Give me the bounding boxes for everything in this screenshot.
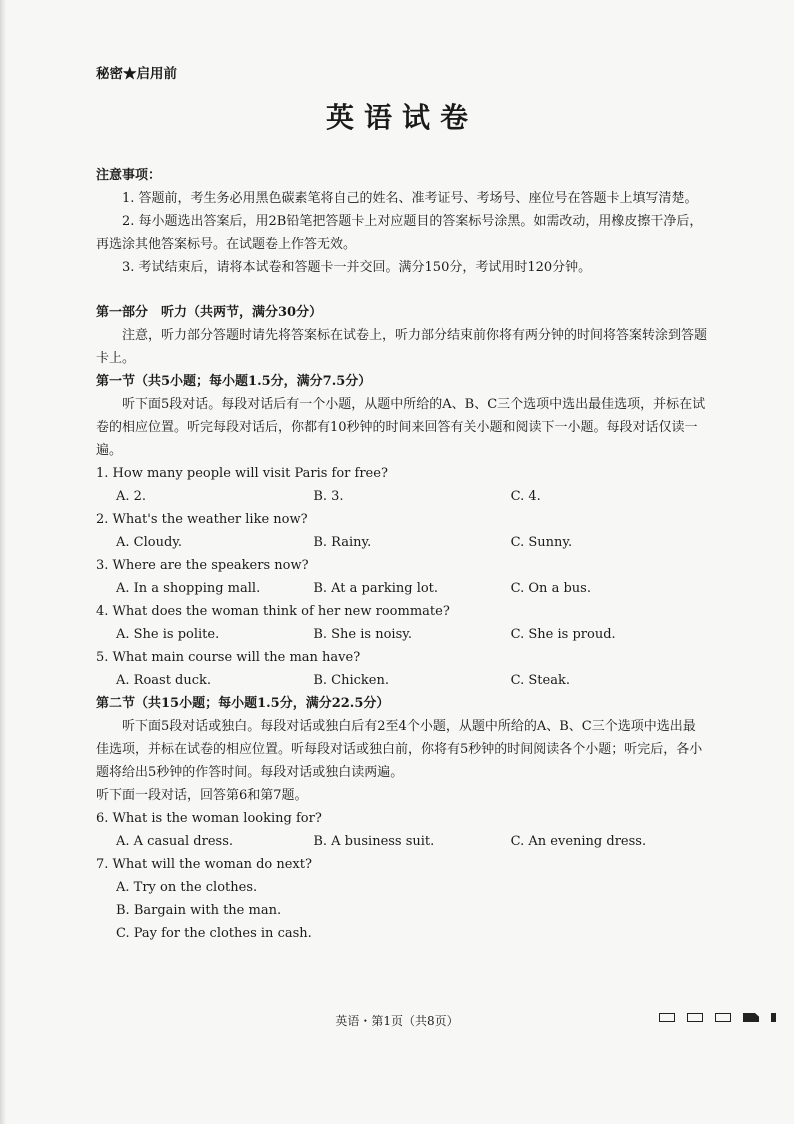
option-a: A. In a shopping mall. bbox=[116, 581, 261, 596]
option-a: A. She is polite. bbox=[116, 627, 220, 642]
option-c: C. Steak. bbox=[510, 673, 570, 688]
question-options bbox=[96, 485, 708, 508]
question-options bbox=[96, 830, 708, 853]
option-b: B. Bargain with the man. bbox=[116, 903, 282, 918]
option-b: B. Chicken. bbox=[313, 673, 389, 688]
option-a: A. A casual dress. bbox=[116, 834, 233, 849]
question-options bbox=[96, 577, 708, 600]
option-c: C. An evening dress. bbox=[510, 834, 647, 849]
option-c: C. On a bus. bbox=[510, 581, 591, 596]
question-7 bbox=[96, 853, 708, 945]
question-options bbox=[96, 876, 708, 945]
option-b: B. 3. bbox=[313, 489, 344, 504]
notice-item-2: 2. 每小题选出答案后，用2B铅笔把答题卡上对应题目的答案标号涂黑。如需改动，用橡皮擦干净后，再选涂其他答案标号。在试题卷上作答无效。 bbox=[96, 214, 703, 252]
page-edge-shadow bbox=[0, 0, 6, 1124]
question-stem: 2. What's the weather like now? bbox=[96, 512, 308, 527]
section2-heading: 第二节（共15小题；每小题1.5分，满分22.5分） bbox=[96, 696, 390, 711]
notice-block bbox=[96, 164, 708, 279]
option-c: C. Sunny. bbox=[510, 535, 573, 550]
part1-note: 注意，听力部分答题时请先将答案标在试卷上，听力部分结束前你将有两分钟的时间将答案转涂到答题卡上。 bbox=[96, 328, 708, 366]
question-options bbox=[96, 531, 708, 554]
scan-mark-dot-icon bbox=[771, 1013, 776, 1022]
section2-sub-instruction: 听下面一段对话，回答第6和第7题。 bbox=[96, 788, 308, 803]
option-c: C. Pay for the clothes in cash. bbox=[116, 926, 312, 941]
scan-mark-solid-icon bbox=[743, 1013, 759, 1022]
scan-mark-box-icon bbox=[687, 1013, 703, 1022]
question-stem: 6. What is the woman looking for? bbox=[96, 811, 322, 826]
question-stem: 7. What will the woman do next? bbox=[96, 857, 312, 872]
section1-instruction: 听下面5段对话。每段对话后有一个小题，从题中所给的A、B、C三个选项中选出最佳选项，并标在试卷的相应位置。听完每段对话后，你都有10秒钟的时间来回答有关小题和阅读下一小题。每段对话仅读一遍。 bbox=[96, 397, 706, 458]
option-a: A. Try on the clothes. bbox=[116, 880, 258, 895]
option-b: B. At a parking lot. bbox=[313, 581, 439, 596]
question-stem: 1. How many people will visit Paris for free? bbox=[96, 466, 388, 481]
option-b: B. Rainy. bbox=[313, 535, 372, 550]
scan-mark-box-icon bbox=[659, 1013, 675, 1022]
question-5 bbox=[96, 646, 708, 692]
question-options bbox=[96, 669, 708, 692]
option-c: C. 4. bbox=[510, 489, 541, 504]
confidential-label: 秘密★启用前 bbox=[96, 66, 177, 82]
page-footer: 英语・第1页（共8页） bbox=[335, 1014, 459, 1028]
question-3 bbox=[96, 554, 708, 600]
part1-block bbox=[96, 301, 708, 945]
question-stem: 5. What main course will the man have? bbox=[96, 650, 361, 665]
section1-heading: 第一节（共5小题；每小题1.5分，满分7.5分） bbox=[96, 374, 372, 389]
option-a: A. 2. bbox=[116, 489, 147, 504]
notice-item-3: 3. 考试结束后，请将本试卷和答题卡一并交回。满分150分，考试用时120分钟。 bbox=[122, 260, 592, 275]
scan-mark-box-icon bbox=[715, 1013, 731, 1022]
question-2 bbox=[96, 508, 708, 554]
option-a: A. Roast duck. bbox=[116, 673, 212, 688]
option-b: B. A business suit. bbox=[313, 834, 435, 849]
question-4 bbox=[96, 600, 708, 646]
question-options bbox=[96, 623, 708, 646]
option-a: A. Cloudy. bbox=[116, 535, 183, 550]
option-c: C. She is proud. bbox=[510, 627, 616, 642]
part1-heading: 第一部分 听力（共两节，满分30分） bbox=[96, 305, 323, 320]
option-b: B. She is noisy. bbox=[313, 627, 412, 642]
registration-marks bbox=[659, 1013, 776, 1022]
question-stem: 3. Where are the speakers now? bbox=[96, 558, 309, 573]
question-1 bbox=[96, 462, 708, 508]
notice-title: 注意事项： bbox=[96, 168, 162, 183]
exam-title: 英语试卷 bbox=[325, 101, 478, 134]
question-6 bbox=[96, 807, 708, 853]
notice-item-1: 1. 答题前，考生务必用黑色碳素笔将自己的姓名、准考证号、考场号、座位号在答题卡上填写清楚。 bbox=[122, 191, 698, 206]
section2-instruction: 听下面5段对话或独白。每段对话或独白后有2至4个小题，从题中所给的A、B、C三个选项中选出最佳选项，并标在试卷的相应位置。听每段对话或独白前，你将有5秒钟的时间阅读各个小题；听完后，各小题将给出5秒钟的作答时间。每段对话或独白读两遍。 bbox=[96, 719, 703, 780]
question-stem: 4. What does the woman think of her new roommate? bbox=[96, 604, 450, 619]
